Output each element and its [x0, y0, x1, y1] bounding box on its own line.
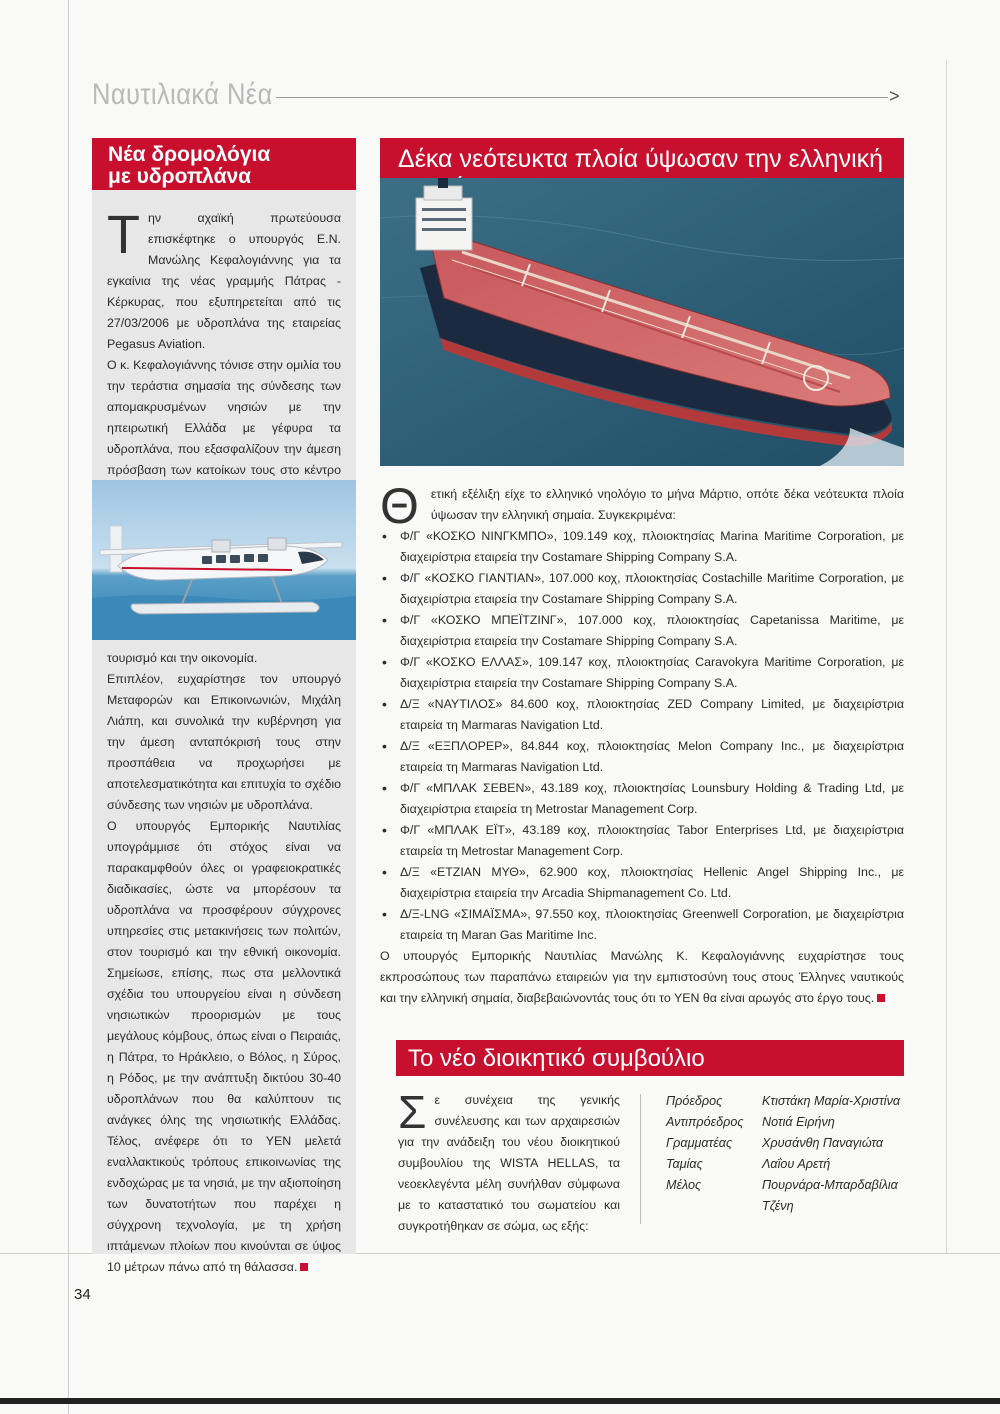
board-article-body — [398, 1086, 620, 1237]
seaplane-photo — [92, 480, 356, 640]
board-role: Πρόεδρος — [666, 1094, 723, 1108]
section-title-rule — [276, 97, 888, 98]
vessel-list-item: • Φ/Γ «ΚΟΣΚΟ ΕΛΛΑΣ», 109.147 κοχ, πλοιοκτησίας Caravokyra Maritime Corporation, με διαχειρίστρια εταιρεία την Costamare Shipping Company S.A. — [380, 652, 904, 694]
left-article-text-top — [107, 205, 341, 502]
board-member-name: Νοτιά Ειρήνη — [762, 1115, 835, 1129]
board-member-name: Κτιστάκη Μαρία-Χριστίνα — [762, 1094, 901, 1108]
ship-article-dropcap: Θ — [380, 478, 419, 534]
board-column-divider — [640, 1094, 641, 1224]
left-article-text-bottom — [107, 648, 341, 1278]
seaplane-illustration — [92, 480, 356, 640]
page-frame-left-rule — [68, 0, 69, 1414]
ship-article-intro: ετική εξέλιξη είχε το ελληνικό νηολόγιο το μήνα Μάρτιο, οπότε δέκα νεότευκτα πλοία ύψωσαν την ελληνική σημαία. Συγκεκριμένα: — [430, 487, 904, 522]
page-frame-right-rule — [946, 60, 947, 1254]
board-names-list — [762, 1091, 912, 1217]
left-article-title — [92, 138, 356, 190]
board-member-name: Πουρνάρα-Μπαρδαβίλια — [762, 1178, 898, 1192]
board-role: Γραμματέας — [666, 1136, 733, 1150]
left-article-para4: Επιπλέον, ευχαρίστησε τον υπουργό Μεταφορών και Επικοινωνιών, Μιχάλη Λιάπη, και συνολικά την κυβέρνηση για την άμεση ανταπόκρισή τους στην προσπάθεια να προχωρήσει με αποτελεσματικότητα και επιτυχία το σχέδιο σύνδεσης των νησιών με υδροπλάνα. — [107, 672, 341, 812]
vessel-list-item: • Δ/Ξ «ΝΑΥΤΙΛΟΣ» 84.600 κοχ, πλοιοκτησίας ZED Company Limited, με διαχειρίστρια εταιρεία τη Marmaras Navigation Ltd. — [380, 694, 904, 736]
left-article-para3: τουρισμό και την οικονομία. — [107, 651, 258, 665]
ship-article-closing: Ο υπουργός Εμπορικής Ναυτιλίας Μανώλης Κ. Κεφαλογιάννης ευχαρίστησε τους εκπροσώπους των παραπάνω εταιρειών για την εμπιστοσύνη τους στους Έλληνες ναυτικούς και την ελληνική σημαία, διαβεβαιώνοντάς τους ότι το ΥΕΝ θα είναι αρωγός στο έργο τους. — [380, 949, 904, 1005]
board-article-dropcap: Σ — [398, 1086, 427, 1138]
left-article-para2: Ο κ. Κεφαλογιάννης τόνισε στην ομιλία του την τεράστια σημασία της σύνδεσης των απομακρυσμένων νησιών με την ηπειρωτική Ελλάδα με γέφυρα τα υδροπλάνα, που εξασφαλίζουν την άμεση πρόσβαση των κατοίκων τους στο κέντρο — [107, 358, 341, 477]
tanker-illustration — [380, 178, 904, 466]
left-article — [92, 138, 356, 1274]
vessel-list-item: • Δ/Ξ «ΕΤΖΙΑΝ ΜΥΘ», 62.900 κοχ, πλοιοκτησίας Hellenic Angel Shipping Inc., με διαχειρίστρια εταιρεία την Arcadia Shipmanagement Co. Ltd. — [380, 862, 904, 904]
ship-article-body — [380, 478, 904, 1009]
left-article-para5: Ο υπουργός Εμπορικής Ναυτιλίας υπογράμμισε ότι στόχος είναι να παρακαμφθούν όλες οι γραφειοκρατικές διαδικασίες, ώστε να μπορέσουν τα υδροπλάνα να προσφέρουν σύγχρονες υπηρεσίες στις μετακινήσεις των πολιτών, στον τουρισμό και την εθνική οικονομία. Σημείωσε, επίσης, πως στα μελλοντικά σχέδια του υπουργείου είναι η σύνδεση νησιωτικών προορισμών με τους μεγάλους κόμβους, όπως είναι ο Πειραιάς, η Πάτρα, το Ηράκλειο, ο Βόλος, η Σύρος, η Ρόδος, με την ανάπτυξη δικτύου 30-40 υδροπλάνων που θα καλύπτουν τις ανάγκες όλης της νησιωτικής Ελλάδας. Τέλος, ανέφερε ότι το ΥΕΝ μελετά εναλλακτικούς τρόπους επικοινωνίας της ενδοχώρας με τα νησιά, με την αξιοποίηση των δυνατοτήτων που παρέχει η σύγχρονη τεχνολογία, με τη χρήση ιπτάμενων πλοίων που κινούνται σε ύψος 10 μέτρων πάνω από τη θάλασσα. — [107, 819, 341, 1274]
board-role: Μέλος — [666, 1178, 702, 1192]
tanker-photo — [380, 178, 904, 466]
chevron-right-icon: > — [889, 86, 900, 106]
board-member-name: Λαΐου Αρετή — [762, 1157, 831, 1171]
vessel-list-item: • Δ/Ξ-LNG «ΣΙΜΑΪΣΜΑ», 97.550 κοχ, πλοιοκτησίας Greenwell Corporation, με διαχειρίστρια εταιρεία τη Maran Gas Maritime Inc. — [380, 904, 904, 946]
end-mark-icon — [877, 994, 885, 1002]
board-roles-list — [666, 1091, 756, 1196]
vessel-list-item: • Φ/Γ «ΚΟΣΚΟ ΝΙΝΓΚΜΠΟ», 109.149 κοχ, πλοιοκτησίας Marina Maritime Corporation, με διαχειρίστρια εταιρεία την Costamare Shipping Company S.A. — [380, 526, 904, 568]
board-role: Αντιπρόεδρος — [666, 1115, 744, 1129]
left-article-dropcap: Τ — [107, 205, 140, 265]
board-article-text: ε συνέχεια της γενικής συνέλευσης και των αρχαιρεσιών για την ανάδειξη του νέου διοικητικού συμβουλίου της WISTA HELLAS, τα νεοεκλεγέντα μέλη συνήλθαν σύμφωνα με το καταστατικό του σωματείου και συγκροτήθηκαν σε σώμα, ως εξής: — [398, 1093, 620, 1233]
vessel-list-item: • Φ/Γ «ΜΠΛΑΚ ΣΕΒΕΝ», 43.189 κοχ, πλοιοκτησίας Lounsbury Holding & Trading Ltd, με διαχειρίστρια εταιρεία τη Metrostar Management Corp. — [380, 778, 904, 820]
vessel-list-item: • Δ/Ξ «ΕΞΠΛΟΡΕΡ», 84.844 κοχ, πλοιοκτησίας Melon Company Inc., με διαχειρίστρια εταιρεία τη Marmaras Navigation Ltd. — [380, 736, 904, 778]
page-number: 34 — [74, 1286, 91, 1303]
board-role: Ταμίας — [666, 1157, 703, 1171]
board-member-name: Τζένη — [762, 1199, 794, 1213]
left-article-title-line2: με υδροπλάνα — [108, 165, 252, 188]
board-article-title: Το νέο διοικητικό συμβούλιο — [396, 1040, 904, 1076]
left-article-para1: ην αχαϊκή πρωτεύουσα επισκέφτηκε ο υπουργός Ε.Ν. Μανώλης Κεφαλογιάννης για τα εγκαίνια της νέας γραμμής Πάτρας - Κέρκυρας, που εξυπηρετείται από τις 27/03/2006 με υδροπλάνα της εταιρείας Pegasus Aviation. — [107, 211, 341, 351]
end-mark-icon — [300, 1263, 308, 1271]
vessel-list-item: • Φ/Γ «ΚΟΣΚΟ ΓΙΑΝΤΙΑΝ», 107.000 κοχ, πλοιοκτησίας Costachille Maritime Corporation, με διαχειρίστρια εταιρεία την Costamare Shipping Company S.A. — [380, 568, 904, 610]
board-member-name: Χρυσάνθη Παναγιώτα — [762, 1136, 884, 1150]
left-article-title-line1: Νέα δρομολόγια — [108, 143, 271, 166]
vessel-list-item: • Φ/Γ «ΜΠΛΑΚ ΕΪΤ», 43.189 κοχ, πλοιοκτησίας Tabor Enterprises Ltd, με διαχειρίστρια εταιρεία τη Metrostar Management Corp. — [380, 820, 904, 862]
page-bottom-bar — [0, 1398, 1000, 1404]
vessel-list-item: • Φ/Γ «ΚΟΣΚΟ ΜΠΕΪΤΖΙΝΓ», 107.000 κοχ, πλοιοκτησίας Capetanissa Maritime, με διαχειρίστρια εταιρεία την Costamare Shipping Company S.A. — [380, 610, 904, 652]
ship-article-title: Δέκα νεότευκτα πλοία ύψωσαν την ελληνική — [380, 138, 904, 178]
vessel-list — [380, 526, 904, 946]
section-title: Ναυτιλιακά Νέα — [92, 78, 273, 111]
